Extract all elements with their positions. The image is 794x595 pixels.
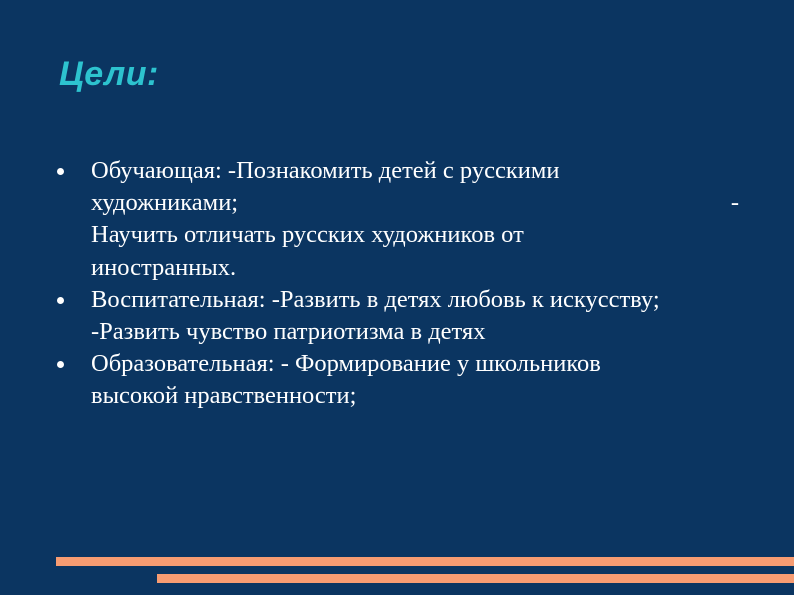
bullet-line: художниками; [91,189,239,217]
bullet-dot-icon [57,168,64,175]
bullet-line: Научить отличать русских художников от [91,221,524,249]
bullet-line-dash: - [730,189,739,217]
bullet-item-educational-goal [91,348,751,412]
bullet-dot-icon [57,297,64,304]
bullet-item-upbringing-goal [91,284,751,348]
accent-bar-bottom [157,574,794,583]
bullet-line-split [91,187,739,219]
bullet-line: Воспитательная: -Развить в детях любовь к искусству; [91,285,660,313]
slide-title: Цели: [59,55,159,93]
bullet-list [91,155,751,413]
bullet-dot-icon [57,361,64,368]
bullet-line: иностранных. [91,253,237,281]
bullet-item-learning-goal [91,155,751,284]
accent-bar-top [56,557,794,566]
bullet-line: высокой нравственности; [91,382,357,410]
bullet-line: Обучающая: -Познакомить детей с русскими [91,157,560,184]
bullet-line: Образовательная: - Формирование у школьников [91,350,601,378]
bullet-line: -Развить чувство патриотизма в детях [91,318,486,346]
